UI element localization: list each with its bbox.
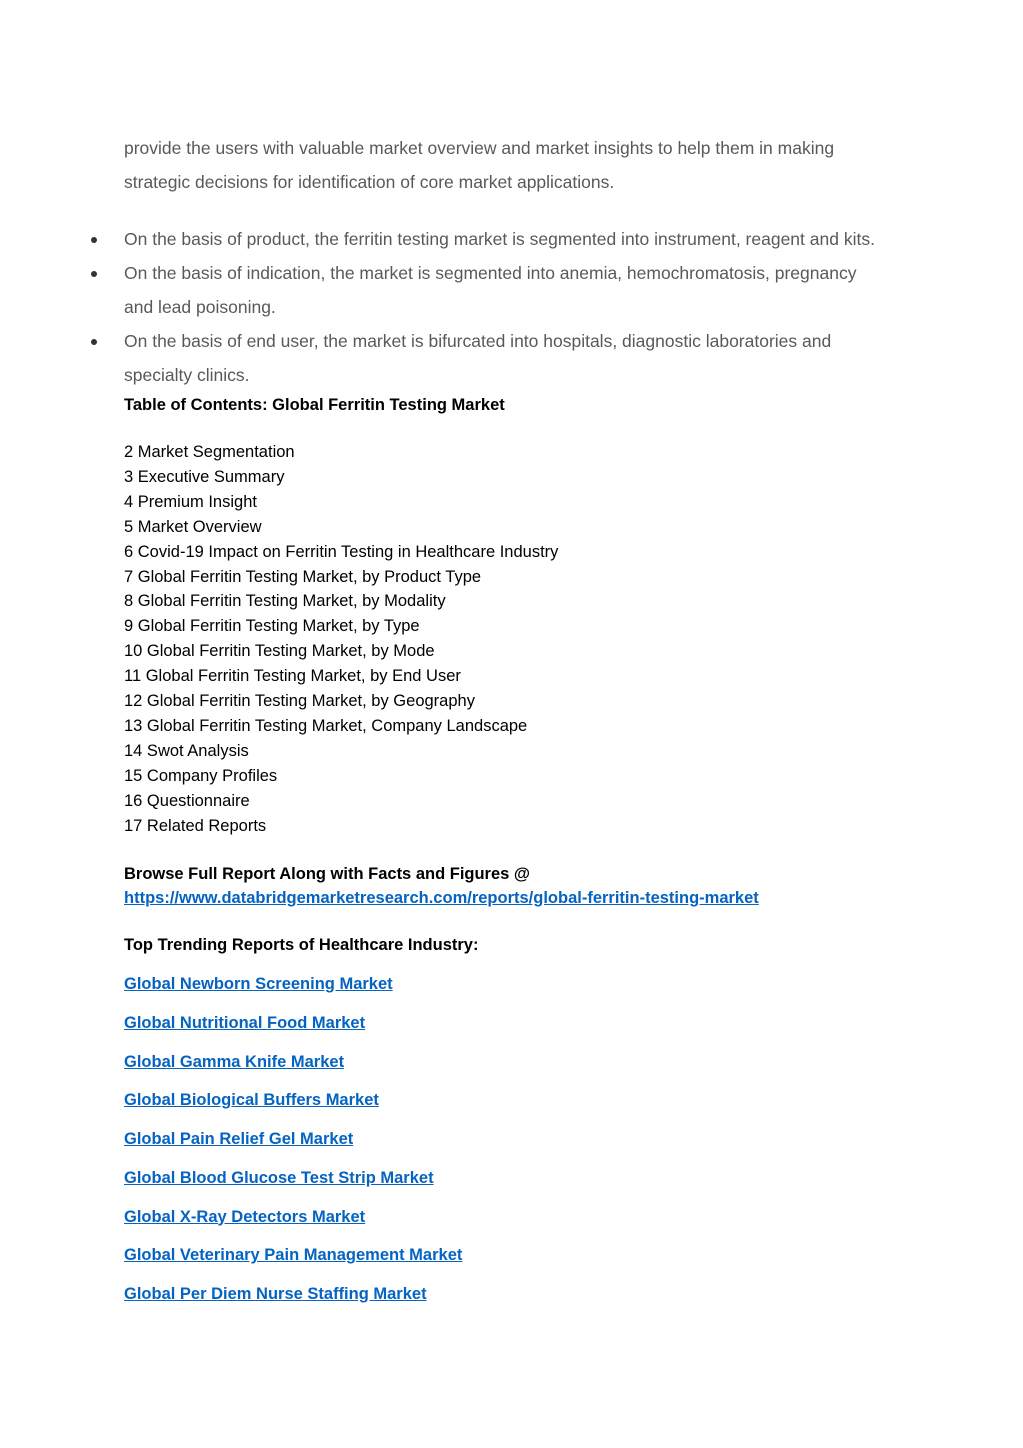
- toc-item: 7 Global Ferritin Testing Market, by Product Type: [124, 567, 482, 586]
- list-item: [124, 1166, 462, 1205]
- full-report-link[interactable]: https://www.databridgemarketresearch.com/reports/global-ferritin-testing-market: [124, 889, 759, 907]
- report-link-newborn-screening[interactable]: Global Newborn Screening Market: [124, 975, 393, 993]
- toc-item: 10 Global Ferritin Testing Market, by Mode: [124, 642, 435, 661]
- bullet-icon: [91, 271, 97, 277]
- bullet-item-end-user: [0, 324, 914, 392]
- list-item: [124, 1282, 462, 1321]
- report-link-blood-glucose-test-strip[interactable]: Global Blood Glucose Test Strip Market: [124, 1168, 434, 1187]
- toc-item: 14 Swot Analysis: [124, 741, 249, 760]
- toc-item: 3 Executive Summary: [124, 467, 285, 486]
- bullet-line: specialty clinics.: [124, 365, 250, 385]
- toc-item: 9 Global Ferritin Testing Market, by Type: [124, 617, 420, 636]
- report-link-gamma-knife[interactable]: Global Gamma Knife Market: [124, 1052, 345, 1071]
- list-item: [124, 1050, 462, 1089]
- segmentation-bullet-list: [0, 222, 1023, 392]
- table-of-contents: [124, 440, 558, 839]
- report-link-pain-relief-gel[interactable]: Global Pain Relief Gel Market: [124, 1130, 354, 1148]
- list-item: [124, 1011, 462, 1050]
- bullet-line: and lead poisoning.: [124, 297, 276, 317]
- toc-item: 17 Related Reports: [124, 816, 267, 835]
- intro-paragraph: [124, 131, 924, 199]
- toc-item: 15 Company Profiles: [124, 766, 278, 785]
- list-item: [124, 1127, 462, 1166]
- toc-item: 16 Questionnaire: [124, 791, 250, 810]
- bullet-line: On the basis of end user, the market is bifurcated into hospitals, diagnostic laboratories and: [124, 331, 832, 351]
- bullet-icon: [91, 237, 97, 243]
- report-link-nutritional-food[interactable]: Global Nutritional Food Market: [124, 1013, 366, 1032]
- report-link-per-diem-nurse-staffing[interactable]: Global Per Diem Nurse Staffing Market: [124, 1285, 427, 1303]
- toc-item: 8 Global Ferritin Testing Market, by Modality: [124, 592, 446, 611]
- browse-report-paragraph: [124, 886, 759, 910]
- intro-line: strategic decisions for identification of core market applications.: [124, 172, 615, 192]
- bullet-item-indication: [0, 256, 914, 324]
- toc-item: 6 Covid-19 Impact on Ferritin Testing in Healthcare Industry: [124, 542, 559, 561]
- list-item: [124, 1088, 462, 1127]
- list-item: [124, 972, 462, 1011]
- toc-item: 11 Global Ferritin Testing Market, by End User: [124, 667, 461, 686]
- intro-line: provide the users with valuable market overview and market insights to help them in making: [124, 138, 835, 158]
- toc-heading: Table of Contents: Global Ferritin Testing Market: [124, 396, 505, 414]
- toc-item: 2 Market Segmentation: [124, 443, 295, 461]
- report-link-biological-buffers[interactable]: Global Biological Buffers Market: [124, 1091, 379, 1110]
- bullet-icon: [91, 339, 97, 345]
- list-item: [124, 1205, 462, 1244]
- list-item: [124, 1243, 462, 1282]
- browse-report-label: Browse Full Report Along with Facts and Figures @: [124, 865, 531, 883]
- toc-item: 5 Market Overview: [124, 517, 262, 536]
- trending-reports-heading: Top Trending Reports of Healthcare Industry:: [124, 936, 479, 954]
- bullet-line: On the basis of product, the ferritin testing market is segmented into instrument, reagent and kits.: [124, 229, 875, 249]
- toc-item: 12 Global Ferritin Testing Market, by Geography: [124, 692, 475, 711]
- bullet-line: On the basis of indication, the market is segmented into anemia, hemochromatosis, pregnancy: [124, 263, 857, 283]
- bullet-item-product: [0, 222, 914, 256]
- report-link-veterinary-pain-management[interactable]: Global Veterinary Pain Management Market: [124, 1246, 463, 1265]
- toc-item: 13 Global Ferritin Testing Market, Company Landscape: [124, 716, 528, 735]
- toc-item: 4 Premium Insight: [124, 492, 257, 511]
- report-link-x-ray-detectors[interactable]: Global X-Ray Detectors Market: [124, 1207, 366, 1226]
- trending-reports-list: [124, 972, 462, 1321]
